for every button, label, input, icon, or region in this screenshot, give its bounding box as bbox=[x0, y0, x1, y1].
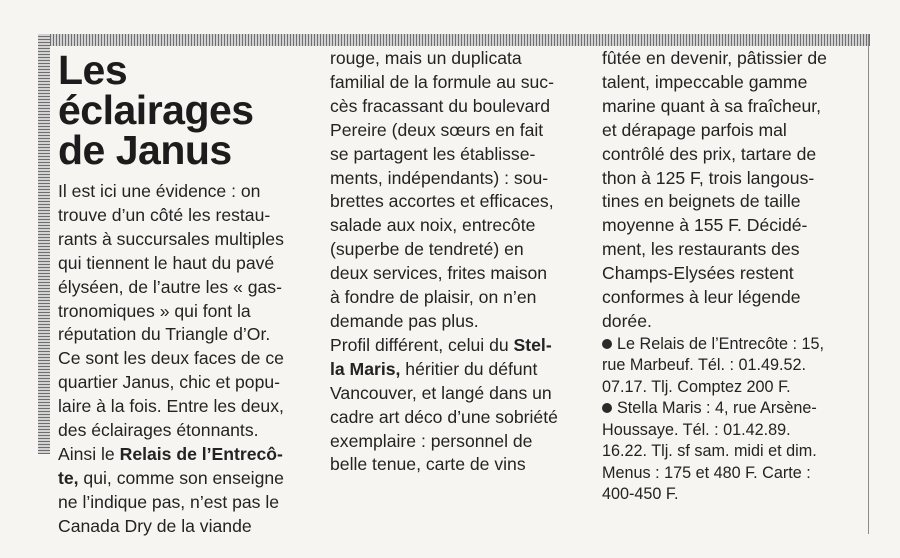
text-line: cadre art déco d’une sobriété bbox=[330, 406, 558, 427]
text-line: Il est ici une évidence : on bbox=[58, 181, 261, 201]
text-line: tronomiques » qui font la bbox=[58, 300, 251, 321]
text-line: familial de la formule au suc- bbox=[330, 71, 554, 92]
text-line: conformes à leur légende bbox=[602, 287, 801, 308]
text-fragment: Profil différent, celui du bbox=[330, 334, 514, 355]
info-line: 07.17. Tlj. Comptez 200 F. bbox=[602, 377, 791, 396]
hatched-top-rule bbox=[38, 34, 870, 46]
text-line: élyséen, de l’autre les « gas- bbox=[58, 276, 282, 297]
text-line: fûtée en devenir, pâtissier de bbox=[602, 48, 827, 68]
info-line: Houssaye. Tél. : 01.42.89. bbox=[602, 420, 791, 439]
bullet-icon bbox=[602, 403, 612, 413]
info-line: Menus : 175 et 480 F. Carte : bbox=[602, 463, 811, 482]
text-line: laire à la fois. Entre les deux, bbox=[58, 396, 284, 417]
text-line bbox=[58, 467, 304, 491]
bullet-icon bbox=[602, 339, 612, 349]
text-line: ments, indépendants) : sou- bbox=[330, 167, 549, 188]
column-2 bbox=[330, 47, 576, 477]
column-3 bbox=[602, 47, 854, 506]
text-line: Canada Dry de la viande bbox=[58, 515, 252, 536]
text-line: rouge, mais un duplicata bbox=[330, 48, 522, 68]
text-line: deux services, frites maison bbox=[330, 263, 548, 284]
text-line bbox=[330, 334, 576, 358]
text-line: Pereire (deux sœurs en fait bbox=[330, 119, 544, 140]
column-1 bbox=[58, 47, 304, 539]
text-line: quartier Janus, chic et popu- bbox=[58, 372, 281, 393]
text-line: Ce sont les deux faces de ce bbox=[58, 348, 284, 369]
text-line: cès fracassant du boulevard bbox=[330, 95, 551, 116]
text-fragment: Ainsi le bbox=[58, 443, 120, 464]
text-line: dorée. bbox=[602, 310, 652, 331]
info-line: 16.22. Tlj. sf sam. midi et dim. bbox=[602, 442, 817, 461]
info-line: 400-450 F. bbox=[602, 485, 679, 504]
info-text: Le Relais de l’Entrecôte : 15, bbox=[617, 334, 824, 353]
text-line: moyenne à 155 F. Décidé- bbox=[602, 215, 808, 236]
info-line: rue Marbeuf. Tél. : 01.49.52. bbox=[602, 356, 806, 375]
text-fragment: qui, comme son enseigne bbox=[78, 467, 284, 488]
text-line: salade aux noix, entrecôte bbox=[330, 215, 536, 236]
text-line: rants à succursales multiples bbox=[58, 228, 284, 249]
article-title bbox=[58, 47, 304, 173]
address-block-relais bbox=[602, 334, 854, 399]
restaurant-name-relais-end: te, bbox=[58, 467, 79, 488]
text-line: brettes accortes et efficaces, bbox=[330, 191, 554, 212]
text-line: contrôlé des prix, tartare de bbox=[602, 143, 817, 164]
restaurant-name-stella-end: la Maris, bbox=[330, 358, 401, 379]
info-line bbox=[602, 334, 854, 356]
text-line: tines en beignets de taille bbox=[602, 191, 801, 212]
text-line: ne l’indique pas, n’est pas le bbox=[58, 491, 280, 512]
text-line: se partagent les établisse- bbox=[330, 143, 536, 164]
text-line: réputation du Triangle d’Or. bbox=[58, 324, 271, 345]
text-line: ment, les restaurants des bbox=[602, 239, 800, 260]
text-line: thon à 125 F, trois langous- bbox=[602, 167, 815, 188]
restaurant-name-relais: Relais de l’Entrecô- bbox=[119, 443, 283, 464]
text-line: Vancouver, et langé dans un bbox=[330, 382, 552, 403]
text-line: qui tiennent le haut du pavé bbox=[58, 252, 275, 273]
info-line bbox=[602, 398, 854, 420]
text-line: trouve d’un côté les restau- bbox=[58, 204, 271, 225]
text-line: belle tenue, carte de vins bbox=[330, 454, 526, 475]
text-line: marine quant à sa fraîcheur, bbox=[602, 95, 822, 116]
text-fragment: héritier du défunt bbox=[400, 358, 538, 379]
text-line: exemplaire : personnel de bbox=[330, 430, 533, 451]
right-border-line bbox=[868, 34, 869, 534]
text-line: des éclairages étonnants. bbox=[58, 420, 259, 441]
text-line: (superbe de tendreté) en bbox=[330, 239, 524, 260]
title-line-1: Les éclairages bbox=[58, 47, 254, 133]
text-line: demande pas plus. bbox=[330, 310, 479, 331]
text-line bbox=[330, 358, 576, 382]
address-block-stella bbox=[602, 398, 854, 506]
info-text: Stella Maris : 4, rue Arsène- bbox=[617, 399, 817, 418]
text-line bbox=[58, 443, 304, 467]
text-line: et dérapage parfois mal bbox=[602, 119, 787, 140]
text-line: à fondre de plaisir, on n’en bbox=[330, 287, 537, 308]
text-line: talent, impeccable gamme bbox=[602, 71, 808, 92]
text-line: Champs-Elysées restent bbox=[602, 263, 794, 284]
title-line-2: de Janus bbox=[58, 127, 232, 173]
restaurant-name-stella: Stel- bbox=[513, 334, 552, 355]
hatched-left-rule bbox=[38, 34, 50, 454]
